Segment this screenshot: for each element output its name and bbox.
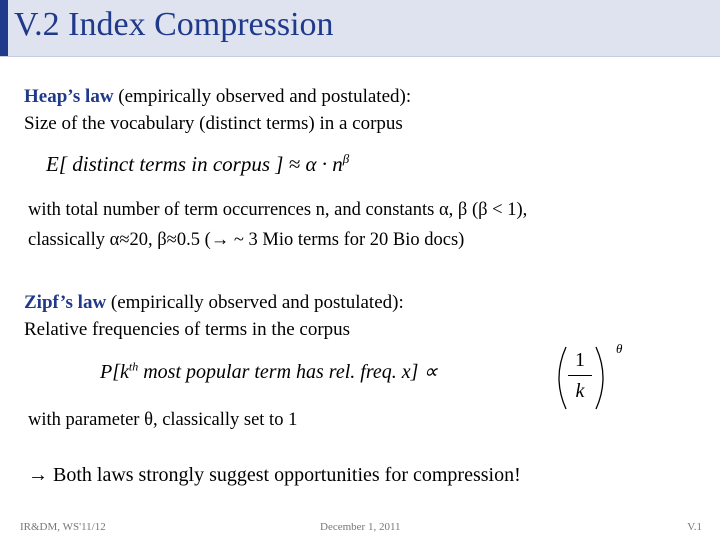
zipf-law-desc: (empirically observed and postulated):	[106, 292, 404, 313]
conclusion-text: → Both laws strongly suggest opportunities for compression!	[28, 464, 521, 486]
zipf-formula-text	[100, 359, 438, 384]
title-accent-bar	[0, 0, 8, 56]
heaps-line-4: classically α≈20, β≈0.5 (→ ~ 3 Mio terms for 20 Bio docs)	[28, 230, 465, 250]
heaps-line-2: Size of the vocabulary (distinct terms) in a corpus	[24, 113, 403, 134]
footer-page: V.1	[687, 521, 702, 533]
footer-date: December 1, 2011	[320, 521, 401, 533]
zipf-formula	[100, 341, 623, 413]
heaps-formula-exponent: β	[342, 151, 350, 166]
zipf-line-2: Relative frequencies of terms in the corpus	[24, 319, 351, 340]
title-bar	[0, 0, 720, 57]
zipf-formula-pre: P[k	[100, 361, 129, 383]
slide-title: V.2 Index Compression	[14, 6, 334, 43]
heaps-formula	[46, 151, 349, 177]
heaps-line-3: with total number of term occurrences n, and constants α, β (β < 1),	[28, 200, 528, 220]
zipf-line-3: with parameter θ, classically set to 1	[28, 410, 298, 430]
right-paren	[586, 345, 616, 411]
heaps-law-desc: (empirically observed and postulated):	[113, 86, 412, 107]
zipf-formula-post: most popular term has rel. freq. x] ∝	[138, 361, 438, 383]
zipf-exponent: θ	[616, 341, 623, 356]
heaps-formula-body: E[ distinct terms in corpus ] ≈ α · n	[46, 152, 343, 176]
zipf-formula-th: th	[128, 359, 139, 374]
fraction-numerator: 1	[575, 349, 585, 371]
heaps-law-term: Heap’s law	[24, 86, 114, 107]
footer-course: IR&DM, WS'11/12	[20, 521, 106, 533]
heaps-heading	[24, 86, 411, 108]
fraction-denominator: k	[575, 380, 585, 402]
zipf-law-term: Zipf’s law	[24, 292, 107, 313]
zipf-heading	[24, 292, 404, 314]
